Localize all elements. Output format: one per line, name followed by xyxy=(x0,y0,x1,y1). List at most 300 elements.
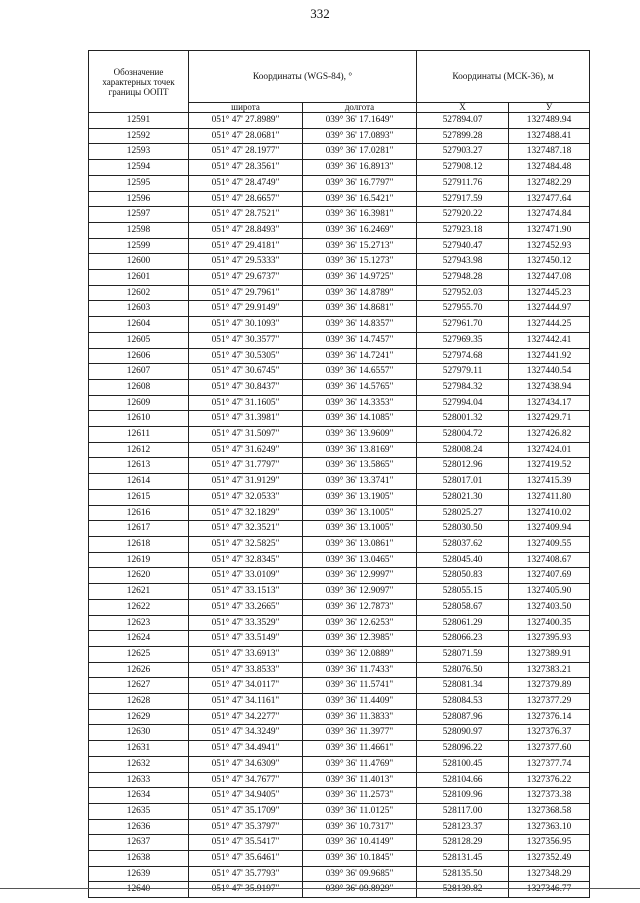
y-coordinate-cell: 1327405.90 xyxy=(509,584,590,600)
longitude-cell: 039° 36' 17.0281" xyxy=(303,144,417,160)
x-coordinate-cell: 527920.22 xyxy=(417,207,509,223)
y-coordinate-cell: 1327445.23 xyxy=(509,285,590,301)
longitude-cell: 039° 36' 14.7241" xyxy=(303,348,417,364)
header-longitude: долгота xyxy=(303,103,417,113)
table-row xyxy=(89,882,590,898)
point-id-cell: 12593 xyxy=(89,144,189,160)
point-id-cell: 12637 xyxy=(89,835,189,851)
table-row xyxy=(89,615,590,631)
y-coordinate-cell: 1327434.17 xyxy=(509,395,590,411)
longitude-cell: 039° 36' 13.0465" xyxy=(303,552,417,568)
y-coordinate-cell: 1327419.52 xyxy=(509,458,590,474)
point-id-cell: 12614 xyxy=(89,474,189,490)
x-coordinate-cell: 528030.50 xyxy=(417,521,509,537)
table-row xyxy=(89,646,590,662)
longitude-cell: 039° 36' 12.0889" xyxy=(303,646,417,662)
point-id-cell: 12591 xyxy=(89,113,189,129)
point-id-cell: 12609 xyxy=(89,395,189,411)
page-number: 332 xyxy=(310,6,330,21)
y-coordinate-cell: 1327450.12 xyxy=(509,254,590,270)
longitude-cell: 039° 36' 14.8681" xyxy=(303,301,417,317)
latitude-cell: 051° 47' 33.0109" xyxy=(189,568,303,584)
y-coordinate-cell: 1327440.54 xyxy=(509,364,590,380)
y-coordinate-cell: 1327441.92 xyxy=(509,348,590,364)
table-row xyxy=(89,442,590,458)
longitude-cell: 039° 36' 12.9097" xyxy=(303,584,417,600)
point-id-cell: 12640 xyxy=(89,882,189,898)
latitude-cell: 051° 47' 27.8989" xyxy=(189,113,303,129)
latitude-cell: 051° 47' 30.5305" xyxy=(189,348,303,364)
longitude-cell: 039° 36' 11.2573" xyxy=(303,788,417,804)
table-row xyxy=(89,489,590,505)
x-coordinate-cell: 528139.82 xyxy=(417,882,509,898)
latitude-cell: 051° 47' 29.6737" xyxy=(189,270,303,286)
x-coordinate-cell: 527961.70 xyxy=(417,317,509,333)
point-id-cell: 12619 xyxy=(89,552,189,568)
longitude-cell: 039° 36' 12.9997" xyxy=(303,568,417,584)
y-coordinate-cell: 1327442.41 xyxy=(509,332,590,348)
latitude-cell: 051° 47' 35.7793" xyxy=(189,866,303,882)
latitude-cell: 051° 47' 32.1829" xyxy=(189,505,303,521)
x-coordinate-cell: 528135.50 xyxy=(417,866,509,882)
table-row xyxy=(89,851,590,867)
point-id-cell: 12627 xyxy=(89,678,189,694)
longitude-cell: 039° 36' 15.2713" xyxy=(303,238,417,254)
longitude-cell: 039° 36' 17.1649" xyxy=(303,113,417,129)
longitude-cell: 039° 36' 11.4769" xyxy=(303,756,417,772)
point-id-cell: 12615 xyxy=(89,489,189,505)
point-id-cell: 12620 xyxy=(89,568,189,584)
latitude-cell: 051° 47' 29.4181" xyxy=(189,238,303,254)
header-wgs84: Координаты (WGS-84), ° xyxy=(189,51,417,103)
point-id-cell: 12634 xyxy=(89,788,189,804)
point-id-cell: 12636 xyxy=(89,819,189,835)
table-row xyxy=(89,254,590,270)
longitude-cell: 039° 36' 10.4149" xyxy=(303,835,417,851)
y-coordinate-cell: 1327429.71 xyxy=(509,411,590,427)
y-coordinate-cell: 1327379.89 xyxy=(509,678,590,694)
y-coordinate-cell: 1327356.95 xyxy=(509,835,590,851)
y-coordinate-cell: 1327444.97 xyxy=(509,301,590,317)
table-row xyxy=(89,835,590,851)
point-id-cell: 12613 xyxy=(89,458,189,474)
table-row xyxy=(89,474,590,490)
x-coordinate-cell: 527974.68 xyxy=(417,348,509,364)
x-coordinate-cell: 528058.67 xyxy=(417,599,509,615)
table-row xyxy=(89,694,590,710)
latitude-cell: 051° 47' 28.3561" xyxy=(189,160,303,176)
point-id-cell: 12611 xyxy=(89,427,189,443)
longitude-cell: 039° 36' 16.8913" xyxy=(303,160,417,176)
latitude-cell: 051° 47' 33.5149" xyxy=(189,631,303,647)
longitude-cell: 039° 36' 11.4409" xyxy=(303,694,417,710)
x-coordinate-cell: 528066.23 xyxy=(417,631,509,647)
x-coordinate-cell: 528050.83 xyxy=(417,568,509,584)
latitude-cell: 051° 47' 34.3249" xyxy=(189,725,303,741)
latitude-cell: 051° 47' 30.8437" xyxy=(189,379,303,395)
x-coordinate-cell: 528012.96 xyxy=(417,458,509,474)
table-row xyxy=(89,128,590,144)
table-row xyxy=(89,332,590,348)
point-id-cell: 12601 xyxy=(89,270,189,286)
y-coordinate-cell: 1327373.38 xyxy=(509,788,590,804)
y-coordinate-cell: 1327395.93 xyxy=(509,631,590,647)
table-row xyxy=(89,678,590,694)
y-coordinate-cell: 1327488.41 xyxy=(509,128,590,144)
x-coordinate-cell: 527894.07 xyxy=(417,113,509,129)
latitude-cell: 051° 47' 35.1709" xyxy=(189,803,303,819)
latitude-cell: 051° 47' 34.9405" xyxy=(189,788,303,804)
y-coordinate-cell: 1327403.50 xyxy=(509,599,590,615)
x-coordinate-cell: 527943.98 xyxy=(417,254,509,270)
header-point-designation: Обозначение характерных точек границы ООПТ xyxy=(89,51,189,113)
x-coordinate-cell: 528117.00 xyxy=(417,803,509,819)
longitude-cell: 039° 36' 16.2469" xyxy=(303,222,417,238)
latitude-cell: 051° 47' 34.1161" xyxy=(189,694,303,710)
longitude-cell: 039° 36' 14.6557" xyxy=(303,364,417,380)
y-coordinate-cell: 1327409.94 xyxy=(509,521,590,537)
point-id-cell: 12606 xyxy=(89,348,189,364)
latitude-cell: 051° 47' 34.6309" xyxy=(189,756,303,772)
table-row xyxy=(89,552,590,568)
y-coordinate-cell: 1327410.02 xyxy=(509,505,590,521)
x-coordinate-cell: 527940.47 xyxy=(417,238,509,254)
y-coordinate-cell: 1327363.10 xyxy=(509,819,590,835)
table-row xyxy=(89,175,590,191)
latitude-cell: 051° 47' 31.9129" xyxy=(189,474,303,490)
table-row xyxy=(89,568,590,584)
latitude-cell: 051° 47' 30.1093" xyxy=(189,317,303,333)
x-coordinate-cell: 528008.24 xyxy=(417,442,509,458)
x-coordinate-cell: 528025.27 xyxy=(417,505,509,521)
y-coordinate-cell: 1327452.93 xyxy=(509,238,590,254)
table-row xyxy=(89,505,590,521)
longitude-cell: 039° 36' 14.5765" xyxy=(303,379,417,395)
latitude-cell: 051° 47' 29.5333" xyxy=(189,254,303,270)
table-row xyxy=(89,113,590,129)
x-coordinate-cell: 528017.01 xyxy=(417,474,509,490)
latitude-cell: 051° 47' 28.0681" xyxy=(189,128,303,144)
table-row xyxy=(89,270,590,286)
y-coordinate-cell: 1327447.08 xyxy=(509,270,590,286)
table-row xyxy=(89,803,590,819)
y-coordinate-cell: 1327352.49 xyxy=(509,851,590,867)
point-id-cell: 12621 xyxy=(89,584,189,600)
header-latitude: широта xyxy=(189,103,303,113)
x-coordinate-cell: 528087.96 xyxy=(417,709,509,725)
x-coordinate-cell: 527917.59 xyxy=(417,191,509,207)
table-row xyxy=(89,191,590,207)
y-coordinate-cell: 1327484.48 xyxy=(509,160,590,176)
latitude-cell: 051° 47' 34.0117" xyxy=(189,678,303,694)
latitude-cell: 051° 47' 32.3521" xyxy=(189,521,303,537)
point-id-cell: 12595 xyxy=(89,175,189,191)
x-coordinate-cell: 528021.30 xyxy=(417,489,509,505)
x-coordinate-cell: 528001.32 xyxy=(417,411,509,427)
table-row xyxy=(89,772,590,788)
point-id-cell: 12592 xyxy=(89,128,189,144)
longitude-cell: 039° 36' 13.8169" xyxy=(303,442,417,458)
longitude-cell: 039° 36' 13.3741" xyxy=(303,474,417,490)
y-coordinate-cell: 1327389.91 xyxy=(509,646,590,662)
latitude-cell: 051° 47' 33.2665" xyxy=(189,599,303,615)
point-id-cell: 12610 xyxy=(89,411,189,427)
table-row xyxy=(89,427,590,443)
point-id-cell: 12632 xyxy=(89,756,189,772)
table-header-row xyxy=(89,51,590,103)
coordinates-table xyxy=(88,50,590,898)
latitude-cell: 051° 47' 29.9149" xyxy=(189,301,303,317)
table-row xyxy=(89,144,590,160)
table-row xyxy=(89,536,590,552)
latitude-cell: 051° 47' 30.6745" xyxy=(189,364,303,380)
y-coordinate-cell: 1327409.55 xyxy=(509,536,590,552)
point-id-cell: 12629 xyxy=(89,709,189,725)
latitude-cell: 051° 47' 31.6249" xyxy=(189,442,303,458)
y-coordinate-cell: 1327424.01 xyxy=(509,442,590,458)
longitude-cell: 039° 36' 13.9609" xyxy=(303,427,417,443)
longitude-cell: 039° 36' 11.7433" xyxy=(303,662,417,678)
latitude-cell: 051° 47' 33.8533" xyxy=(189,662,303,678)
table-row xyxy=(89,348,590,364)
x-coordinate-cell: 528109.96 xyxy=(417,788,509,804)
point-id-cell: 12633 xyxy=(89,772,189,788)
longitude-cell: 039° 36' 11.3977" xyxy=(303,725,417,741)
x-coordinate-cell: 528090.97 xyxy=(417,725,509,741)
table-row xyxy=(89,521,590,537)
x-coordinate-cell: 528104.66 xyxy=(417,772,509,788)
longitude-cell: 039° 36' 11.5741" xyxy=(303,678,417,694)
table-row xyxy=(89,222,590,238)
point-id-cell: 12612 xyxy=(89,442,189,458)
point-id-cell: 12603 xyxy=(89,301,189,317)
table-row xyxy=(89,364,590,380)
x-coordinate-cell: 527903.27 xyxy=(417,144,509,160)
y-coordinate-cell: 1327377.60 xyxy=(509,741,590,757)
point-id-cell: 12622 xyxy=(89,599,189,615)
y-coordinate-cell: 1327408.67 xyxy=(509,552,590,568)
x-coordinate-cell: 527923.18 xyxy=(417,222,509,238)
header-x: X xyxy=(417,103,509,113)
longitude-cell: 039° 36' 13.1005" xyxy=(303,521,417,537)
latitude-cell: 051° 47' 28.1977" xyxy=(189,144,303,160)
x-coordinate-cell: 527979.11 xyxy=(417,364,509,380)
table-row xyxy=(89,317,590,333)
y-coordinate-cell: 1327376.14 xyxy=(509,709,590,725)
point-id-cell: 12594 xyxy=(89,160,189,176)
x-coordinate-cell: 527955.70 xyxy=(417,301,509,317)
table-row xyxy=(89,725,590,741)
longitude-cell: 039° 36' 14.3353" xyxy=(303,395,417,411)
x-coordinate-cell: 528100.45 xyxy=(417,756,509,772)
point-id-cell: 12597 xyxy=(89,207,189,223)
longitude-cell: 039° 36' 14.7457" xyxy=(303,332,417,348)
latitude-cell: 051° 47' 33.1513" xyxy=(189,584,303,600)
x-coordinate-cell: 527911.76 xyxy=(417,175,509,191)
latitude-cell: 051° 47' 35.5417" xyxy=(189,835,303,851)
y-coordinate-cell: 1327407.69 xyxy=(509,568,590,584)
x-coordinate-cell: 528084.53 xyxy=(417,694,509,710)
point-id-cell: 12624 xyxy=(89,631,189,647)
y-coordinate-cell: 1327348.29 xyxy=(509,866,590,882)
longitude-cell: 039° 36' 10.7317" xyxy=(303,819,417,835)
latitude-cell: 051° 47' 28.7521" xyxy=(189,207,303,223)
latitude-cell: 051° 47' 33.3529" xyxy=(189,615,303,631)
y-coordinate-cell: 1327444.25 xyxy=(509,317,590,333)
point-id-cell: 12630 xyxy=(89,725,189,741)
longitude-cell: 039° 36' 13.5865" xyxy=(303,458,417,474)
latitude-cell: 051° 47' 28.4749" xyxy=(189,175,303,191)
point-id-cell: 12605 xyxy=(89,332,189,348)
y-coordinate-cell: 1327426.82 xyxy=(509,427,590,443)
longitude-cell: 039° 36' 10.1845" xyxy=(303,851,417,867)
point-id-cell: 12618 xyxy=(89,536,189,552)
longitude-cell: 039° 36' 09.8929" xyxy=(303,882,417,898)
header-msk36: Координаты (МСК-36), м xyxy=(417,51,590,103)
point-id-cell: 12617 xyxy=(89,521,189,537)
latitude-cell: 051° 47' 28.8493" xyxy=(189,222,303,238)
y-coordinate-cell: 1327346.77 xyxy=(509,882,590,898)
x-coordinate-cell: 527948.28 xyxy=(417,270,509,286)
x-coordinate-cell: 527969.35 xyxy=(417,332,509,348)
latitude-cell: 051° 47' 31.5097" xyxy=(189,427,303,443)
x-coordinate-cell: 527952.03 xyxy=(417,285,509,301)
latitude-cell: 051° 47' 34.2277" xyxy=(189,709,303,725)
y-coordinate-cell: 1327474.84 xyxy=(509,207,590,223)
y-coordinate-cell: 1327482.29 xyxy=(509,175,590,191)
point-id-cell: 12599 xyxy=(89,238,189,254)
point-id-cell: 12623 xyxy=(89,615,189,631)
y-coordinate-cell: 1327438.94 xyxy=(509,379,590,395)
longitude-cell: 039° 36' 12.7873" xyxy=(303,599,417,615)
table-row xyxy=(89,866,590,882)
table-row xyxy=(89,662,590,678)
table-row xyxy=(89,631,590,647)
point-id-cell: 12631 xyxy=(89,741,189,757)
table-row xyxy=(89,756,590,772)
x-coordinate-cell: 527984.32 xyxy=(417,379,509,395)
y-coordinate-cell: 1327377.74 xyxy=(509,756,590,772)
x-coordinate-cell: 528071.59 xyxy=(417,646,509,662)
y-coordinate-cell: 1327487.18 xyxy=(509,144,590,160)
point-id-cell: 12638 xyxy=(89,851,189,867)
point-id-cell: 12598 xyxy=(89,222,189,238)
table-row xyxy=(89,301,590,317)
latitude-cell: 051° 47' 35.3797" xyxy=(189,819,303,835)
y-coordinate-cell: 1327415.39 xyxy=(509,474,590,490)
latitude-cell: 051° 47' 35.6461" xyxy=(189,851,303,867)
point-id-cell: 12635 xyxy=(89,803,189,819)
y-coordinate-cell: 1327368.58 xyxy=(509,803,590,819)
table-row xyxy=(89,395,590,411)
longitude-cell: 039° 36' 11.3833" xyxy=(303,709,417,725)
longitude-cell: 039° 36' 12.3985" xyxy=(303,631,417,647)
point-id-cell: 12616 xyxy=(89,505,189,521)
table-row xyxy=(89,709,590,725)
x-coordinate-cell: 528128.29 xyxy=(417,835,509,851)
header-y: У xyxy=(509,103,590,113)
table-row xyxy=(89,599,590,615)
point-id-cell: 12625 xyxy=(89,646,189,662)
x-coordinate-cell: 527994.04 xyxy=(417,395,509,411)
table-row xyxy=(89,819,590,835)
x-coordinate-cell: 528076.50 xyxy=(417,662,509,678)
latitude-cell: 051° 47' 29.7961" xyxy=(189,285,303,301)
table-row xyxy=(89,207,590,223)
latitude-cell: 051° 47' 32.0533" xyxy=(189,489,303,505)
table-row xyxy=(89,411,590,427)
y-coordinate-cell: 1327489.94 xyxy=(509,113,590,129)
table-row xyxy=(89,584,590,600)
latitude-cell: 051° 47' 31.3981" xyxy=(189,411,303,427)
latitude-cell: 051° 47' 28.6657" xyxy=(189,191,303,207)
longitude-cell: 039° 36' 15.1273" xyxy=(303,254,417,270)
longitude-cell: 039° 36' 12.6253" xyxy=(303,615,417,631)
x-coordinate-cell: 527908.12 xyxy=(417,160,509,176)
point-id-cell: 12604 xyxy=(89,317,189,333)
longitude-cell: 039° 36' 13.0861" xyxy=(303,536,417,552)
y-coordinate-cell: 1327400.35 xyxy=(509,615,590,631)
table-row xyxy=(89,788,590,804)
latitude-cell: 051° 47' 32.8345" xyxy=(189,552,303,568)
longitude-cell: 039° 36' 16.5421" xyxy=(303,191,417,207)
point-id-cell: 12639 xyxy=(89,866,189,882)
table-row xyxy=(89,379,590,395)
latitude-cell: 051° 47' 34.4941" xyxy=(189,741,303,757)
longitude-cell: 039° 36' 11.4013" xyxy=(303,772,417,788)
point-id-cell: 12596 xyxy=(89,191,189,207)
longitude-cell: 039° 36' 16.3981" xyxy=(303,207,417,223)
point-id-cell: 12628 xyxy=(89,694,189,710)
y-coordinate-cell: 1327471.90 xyxy=(509,222,590,238)
latitude-cell: 051° 47' 34.7677" xyxy=(189,772,303,788)
x-coordinate-cell: 527899.28 xyxy=(417,128,509,144)
latitude-cell: 051° 47' 31.7797" xyxy=(189,458,303,474)
latitude-cell: 051° 47' 33.6913" xyxy=(189,646,303,662)
table-body xyxy=(89,113,590,898)
x-coordinate-cell: 528131.45 xyxy=(417,851,509,867)
table-row xyxy=(89,285,590,301)
y-coordinate-cell: 1327376.37 xyxy=(509,725,590,741)
latitude-cell: 051° 47' 32.5825" xyxy=(189,536,303,552)
longitude-cell: 039° 36' 14.1085" xyxy=(303,411,417,427)
latitude-cell: 051° 47' 31.1605" xyxy=(189,395,303,411)
x-coordinate-cell: 528081.34 xyxy=(417,678,509,694)
point-id-cell: 12602 xyxy=(89,285,189,301)
longitude-cell: 039° 36' 13.1905" xyxy=(303,489,417,505)
x-coordinate-cell: 528045.40 xyxy=(417,552,509,568)
longitude-cell: 039° 36' 11.4661" xyxy=(303,741,417,757)
y-coordinate-cell: 1327376.22 xyxy=(509,772,590,788)
longitude-cell: 039° 36' 09.9685" xyxy=(303,866,417,882)
x-coordinate-cell: 528037.62 xyxy=(417,536,509,552)
latitude-cell: 051° 47' 30.3577" xyxy=(189,332,303,348)
longitude-cell: 039° 36' 11.0125" xyxy=(303,803,417,819)
x-coordinate-cell: 528004.72 xyxy=(417,427,509,443)
page-bottom-rule xyxy=(0,888,640,889)
latitude-cell: 051° 47' 35.9197" xyxy=(189,882,303,898)
longitude-cell: 039° 36' 14.8357" xyxy=(303,317,417,333)
point-id-cell: 12626 xyxy=(89,662,189,678)
x-coordinate-cell: 528123.37 xyxy=(417,819,509,835)
y-coordinate-cell: 1327477.64 xyxy=(509,191,590,207)
point-id-cell: 12600 xyxy=(89,254,189,270)
longitude-cell: 039° 36' 14.8789" xyxy=(303,285,417,301)
table-row xyxy=(89,160,590,176)
x-coordinate-cell: 528096.22 xyxy=(417,741,509,757)
longitude-cell: 039° 36' 14.9725" xyxy=(303,270,417,286)
y-coordinate-cell: 1327377.29 xyxy=(509,694,590,710)
